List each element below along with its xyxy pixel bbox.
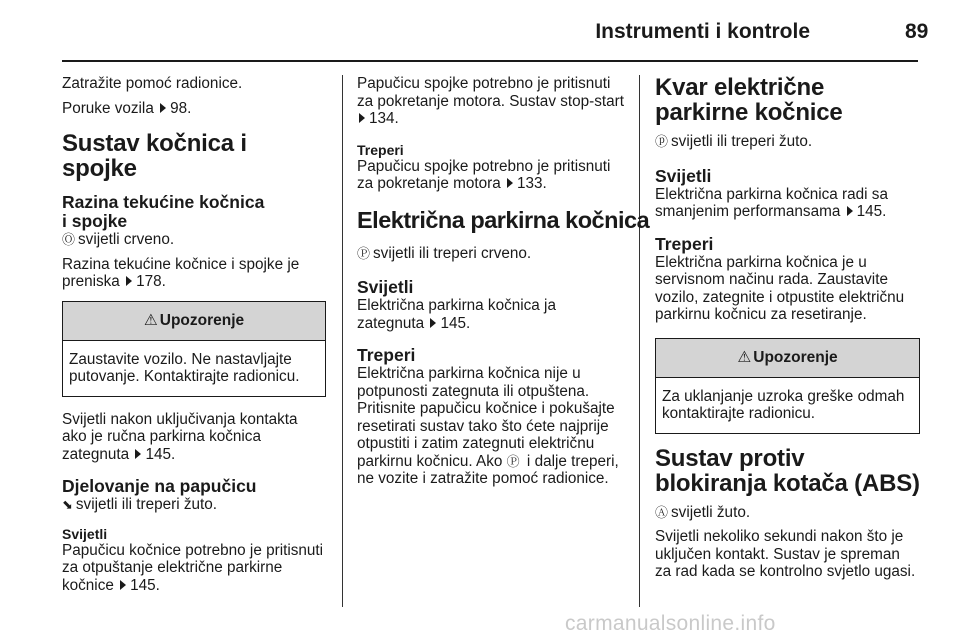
paragraph-text: i dalje treperi, ne vozite i zatražite pomoć radionice.: [357, 452, 619, 487]
page-ref[interactable]: 98.: [170, 99, 192, 117]
page-ref-arrow-icon: [126, 276, 132, 286]
warning-title: Upozorenje: [753, 348, 838, 366]
paragraph: [62, 542, 326, 595]
heading-line: Razina tekućine kočnica: [62, 192, 265, 212]
page-ref-arrow-icon: [430, 318, 436, 328]
paragraph: [357, 158, 625, 193]
warning-title: Upozorenje: [159, 311, 245, 329]
warning-triangle-icon: ⚠: [143, 311, 158, 329]
section-heading: Električna parkirna kočnica: [357, 206, 650, 233]
indicator-line: [357, 245, 625, 263]
indicator-text: svijetli ili treperi crveno.: [373, 244, 532, 262]
subsection-heading: Treperi: [357, 345, 416, 365]
paragraph-text: Papučicu spojke potrebno je pritisnuti za pokretanje motora: [357, 157, 611, 192]
section-heading: Sustav protiv blokiranja kotača (ABS): [655, 444, 920, 497]
paragraph: Zatražite pomoć radionice.: [62, 75, 243, 92]
page-ref[interactable]: 145.: [130, 576, 160, 594]
paragraph: [357, 75, 625, 128]
column-2: [357, 75, 650, 495]
paragraph: [62, 256, 326, 291]
warning-body: Zaustavite vozilo. Ne nastavljajte putovanje. Kontaktirajte radionicu.: [69, 350, 300, 385]
warning-body: Za uklanjanje uzroka greške odmah kontaktirajte radionicu.: [662, 387, 905, 422]
page-ref-arrow-icon: [160, 103, 166, 113]
subsection-heading: Djelovanje na papučicu: [62, 476, 257, 496]
parking-brake-icon: Ⓟ: [506, 453, 520, 469]
minor-heading: Treperi: [357, 141, 404, 158]
page-ref[interactable]: 133.: [516, 175, 547, 192]
warning-header: [656, 339, 919, 378]
page-ref-arrow-icon: [359, 113, 365, 123]
page-ref[interactable]: 145.: [440, 314, 471, 332]
indicator-line: [62, 231, 326, 249]
paragraph-text: Poruke vozila: [62, 99, 154, 117]
indicator-text: svijetli ili treperi žuto.: [671, 133, 813, 150]
indicator-text: svijetli ili treperi žuto.: [75, 496, 218, 513]
indicator-text: svijetli crveno.: [78, 231, 175, 248]
heading-line: i spojke: [62, 211, 128, 231]
paragraph-text: Električna parkirna kočnica radi sa smanjenim performansama: [655, 185, 888, 220]
paragraph-text: Električna parkirna kočnica nije u potpunosti zategnuta ili otpuštena. Pritisnite papučicu kočnice i pokušajte resetirati sustav tako što ćete najprije otpustiti i zatim zategnuti električnu parkirnu kočnicu. Ako: [357, 365, 615, 470]
page-ref-arrow-icon: [120, 580, 126, 590]
header-title: Instrumenti i kontrole: [595, 20, 810, 43]
column-divider: [342, 75, 343, 607]
press-pedal-icon: ⬊: [62, 497, 73, 512]
subsection-heading: Treperi: [655, 233, 714, 254]
indicator-text: svijetli žuto.: [671, 503, 751, 521]
page-ref[interactable]: 145.: [856, 203, 887, 220]
watermark: carmanualsonline.info: [565, 612, 776, 635]
paragraph: Električna parkirna kočnica je u servisnom načinu rada. Zaustavite vozilo, zategnite i otpustite električnu parkirnu kočnicu za resetiranje.: [655, 253, 905, 323]
column-1: [62, 75, 326, 601]
warning-box: [655, 338, 920, 434]
warning-triangle-icon: ⚠: [737, 348, 752, 366]
paragraph-text: Papučicu spojke potrebno je pritisnuti za pokretanje motora. Sustav stop-start: [357, 75, 624, 110]
page-ref-arrow-icon: [135, 449, 141, 459]
parking-brake-fault-icon: ⓟ: [655, 134, 669, 149]
page-ref-arrow-icon: [847, 206, 853, 216]
page-ref[interactable]: 178.: [136, 273, 166, 290]
paragraph-text: Papučicu kočnice potrebno je pritisnuti za otpuštanje električne parkirne kočnice: [62, 541, 324, 594]
abs-warning-icon: Ⓐ: [655, 504, 669, 520]
paragraph: [62, 100, 326, 118]
paragraph-text: Električna parkirna kočnica ja zategnuta: [357, 297, 556, 332]
page-number: 89: [905, 20, 929, 43]
paragraph: [655, 186, 920, 221]
paragraph: [357, 297, 625, 332]
column-3: [655, 75, 920, 588]
minor-heading: Svijetli: [62, 525, 108, 542]
subsection-heading: Svijetli: [357, 277, 414, 297]
parking-brake-icon: Ⓟ: [357, 245, 371, 261]
paragraph: [357, 365, 625, 488]
brake-fluid-warning-icon: Ⓞ: [62, 232, 76, 247]
indicator-line: [62, 496, 326, 514]
warning-box: [62, 301, 326, 397]
indicator-line: [655, 504, 920, 522]
header-rule: [62, 60, 918, 62]
subsection-heading: [62, 193, 326, 231]
page-ref-arrow-icon: [507, 178, 513, 188]
warning-header: [63, 302, 325, 341]
paragraph-text: Razina tekućine kočnice i spojke je preniska: [62, 255, 300, 290]
paragraph: Svijetli nekoliko sekundi nakon što je uključen kontakt. Sustav je spreman za rad kada se kontrolno svjetlo ugasi.: [655, 528, 916, 580]
indicator-line: [655, 133, 920, 151]
section-heading: Sustav kočnica i spojke: [62, 130, 247, 182]
section-heading: Kvar električne parkirne kočnice: [655, 74, 843, 126]
page-ref[interactable]: 145.: [145, 445, 176, 463]
page-ref[interactable]: 134.: [369, 110, 399, 127]
paragraph: [62, 411, 326, 464]
column-divider: [639, 75, 640, 607]
subsection-heading: Svijetli: [655, 165, 712, 186]
paragraph-text: Svijetli nakon uključivanja kontakta ako je ručna parkirna kočnica zategnuta: [62, 410, 298, 463]
